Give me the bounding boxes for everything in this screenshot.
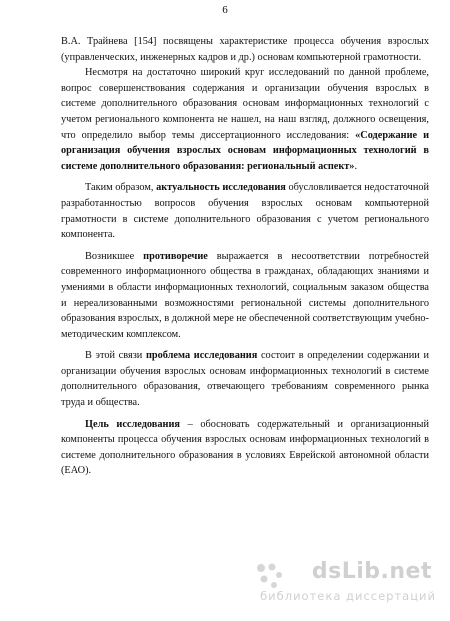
paragraph-4: Возникшее противоречие выражается в несоответствии потребностей современного информационного общества в гражданах, обладающих знаниями и умениями в области информационных технологий, социальным заказом общества и нереализованными возможностями региональной системы дополнительного образования взрослых, в должной мере не обеспеченной соответствующим учебно-методическим комплексом. <box>61 250 429 340</box>
paragraph-2: Несмотря на достаточно широкий круг исследований по данной проблеме, вопрос совершенствования содержания и организации обучения взрослых в системе дополнительного образования основам информационных технологий с учетом регионального компонента не нашел, на наш взгляд, должного освещения, что определило выбор темы диссертационного исследования: «Содержание и организация обучения взрослых основам информационных технологий в системе дополнительного образования: региональный аспект». <box>61 67 430 172</box>
paragraph-3: Таким образом, актуальность исследования обусловливается недостаточной разработанностью вопросов обучения взрослых основам компьютерной грамотности в системе дополнительного образования с учетом регионального компонента. <box>61 182 429 241</box>
term-contradiction: противоречие <box>143 250 208 262</box>
term-research-goal: Цель исследования <box>85 418 180 430</box>
paragraph-5: В этой связи проблема исследования состоит в определении содержании и организации обучения взрослых основам информационных технологий в системе дополнительного образования, отвечающего требованиям современного рынка труда и общества. <box>61 350 429 409</box>
term-research-problem: проблема исследования <box>145 350 258 362</box>
dslib-logo-icon <box>254 561 284 591</box>
dissertation-topic: «Содержание и организация обучения взрослых основам информационных технологий в системе дополнительного образования: региональный аспект» <box>61 129 430 172</box>
paragraph-1: В.А. Трайнева [154] посвящены характеристике процесса обучения взрослых (управленческих, инженерных кадров и др.) основам компьютерной грамотности. <box>61 36 429 63</box>
body-text <box>61 34 429 479</box>
watermark-site: dsLib.net <box>311 559 432 584</box>
watermark <box>246 559 436 611</box>
term-relevance: актуальность исследования <box>156 182 286 194</box>
page-number: 6 <box>222 4 228 16</box>
watermark-caption: библиотека диссертаций <box>260 589 436 603</box>
paragraph-6: Цель исследования – обосновать содержательный и организационный компоненты процесса обучения взрослых основам информационных технологий в системе дополнительного образования в условиях Еврейской автономной области (ЕАО). <box>61 418 429 477</box>
